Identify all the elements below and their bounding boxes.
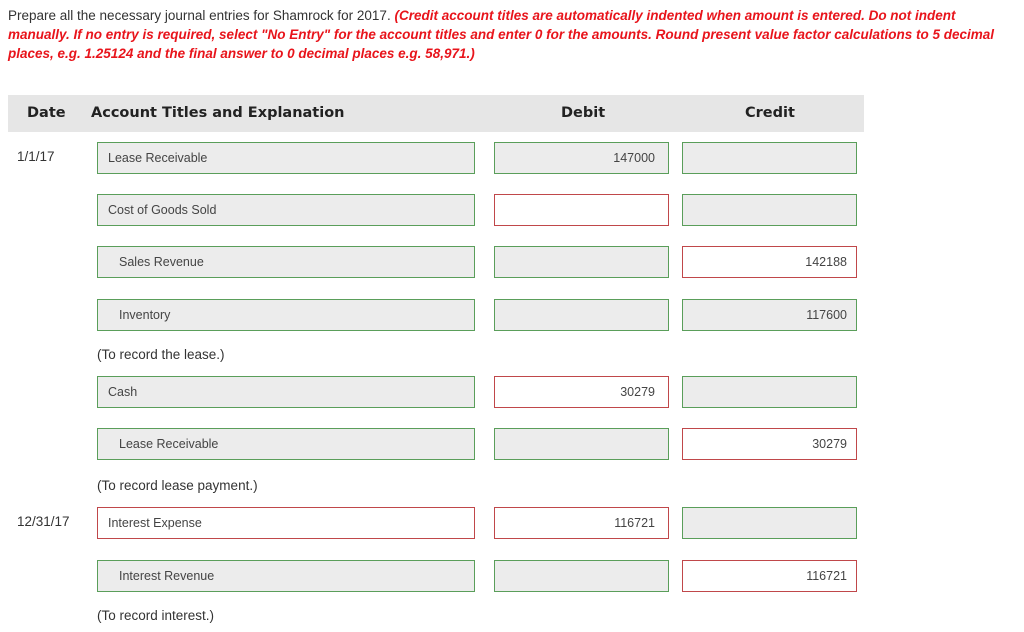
account-title-field[interactable]: Inventory — [97, 299, 475, 331]
debit-column-header: Debit — [561, 105, 606, 121]
account-title-field[interactable]: Interest Revenue — [97, 560, 475, 592]
entry-explanation: (To record interest.) — [97, 608, 215, 623]
account-title-field[interactable]: Cost of Goods Sold — [97, 194, 475, 226]
account-column-header: Account Titles and Explanation — [91, 105, 345, 121]
credit-amount-field[interactable]: 116721 — [682, 560, 857, 592]
credit-amount-field[interactable]: 30279 — [682, 428, 857, 460]
debit-amount-field[interactable] — [494, 246, 669, 278]
date-column-header: Date — [27, 105, 66, 121]
account-title-field[interactable]: Interest Expense — [97, 507, 475, 539]
credit-column-header: Credit — [745, 105, 795, 121]
entry-explanation: (To record the lease.) — [97, 347, 225, 362]
instructions-lead: Prepare all the necessary journal entries for Shamrock for 2017. — [8, 8, 391, 23]
table-header — [8, 95, 864, 132]
credit-amount-field[interactable] — [682, 194, 857, 226]
account-title-field[interactable]: Sales Revenue — [97, 246, 475, 278]
account-title-field[interactable]: Cash — [97, 376, 475, 408]
entry-date: 12/31/17 — [17, 514, 70, 529]
credit-amount-field[interactable] — [682, 507, 857, 539]
debit-amount-field[interactable] — [494, 428, 669, 460]
entry-date: 1/1/17 — [17, 149, 55, 164]
instructions — [8, 6, 1018, 63]
debit-amount-field[interactable]: 147000 — [494, 142, 669, 174]
entry-explanation: (To record lease payment.) — [97, 478, 258, 493]
debit-amount-field[interactable] — [494, 560, 669, 592]
debit-amount-field[interactable] — [494, 299, 669, 331]
debit-amount-field[interactable]: 30279 — [494, 376, 669, 408]
credit-amount-field[interactable]: 117600 — [682, 299, 857, 331]
credit-amount-field[interactable] — [682, 142, 857, 174]
account-title-field[interactable]: Lease Receivable — [97, 428, 475, 460]
debit-amount-field[interactable]: 116721 — [494, 507, 669, 539]
credit-amount-field[interactable]: 142188 — [682, 246, 857, 278]
credit-amount-field[interactable] — [682, 376, 857, 408]
account-title-field[interactable]: Lease Receivable — [97, 142, 475, 174]
instructions-note: (Credit account titles are automatically indented when amount is entered. Do not indent manually. If no entry is required, select "No Entry" for the account titles and enter 0 for the amounts. Round present value factor calculations to 5 decimal places, e.g. 1.25124 and the final answer to 0 decimal places e.g. 58,971.) — [8, 8, 995, 61]
debit-amount-field[interactable] — [494, 194, 669, 226]
